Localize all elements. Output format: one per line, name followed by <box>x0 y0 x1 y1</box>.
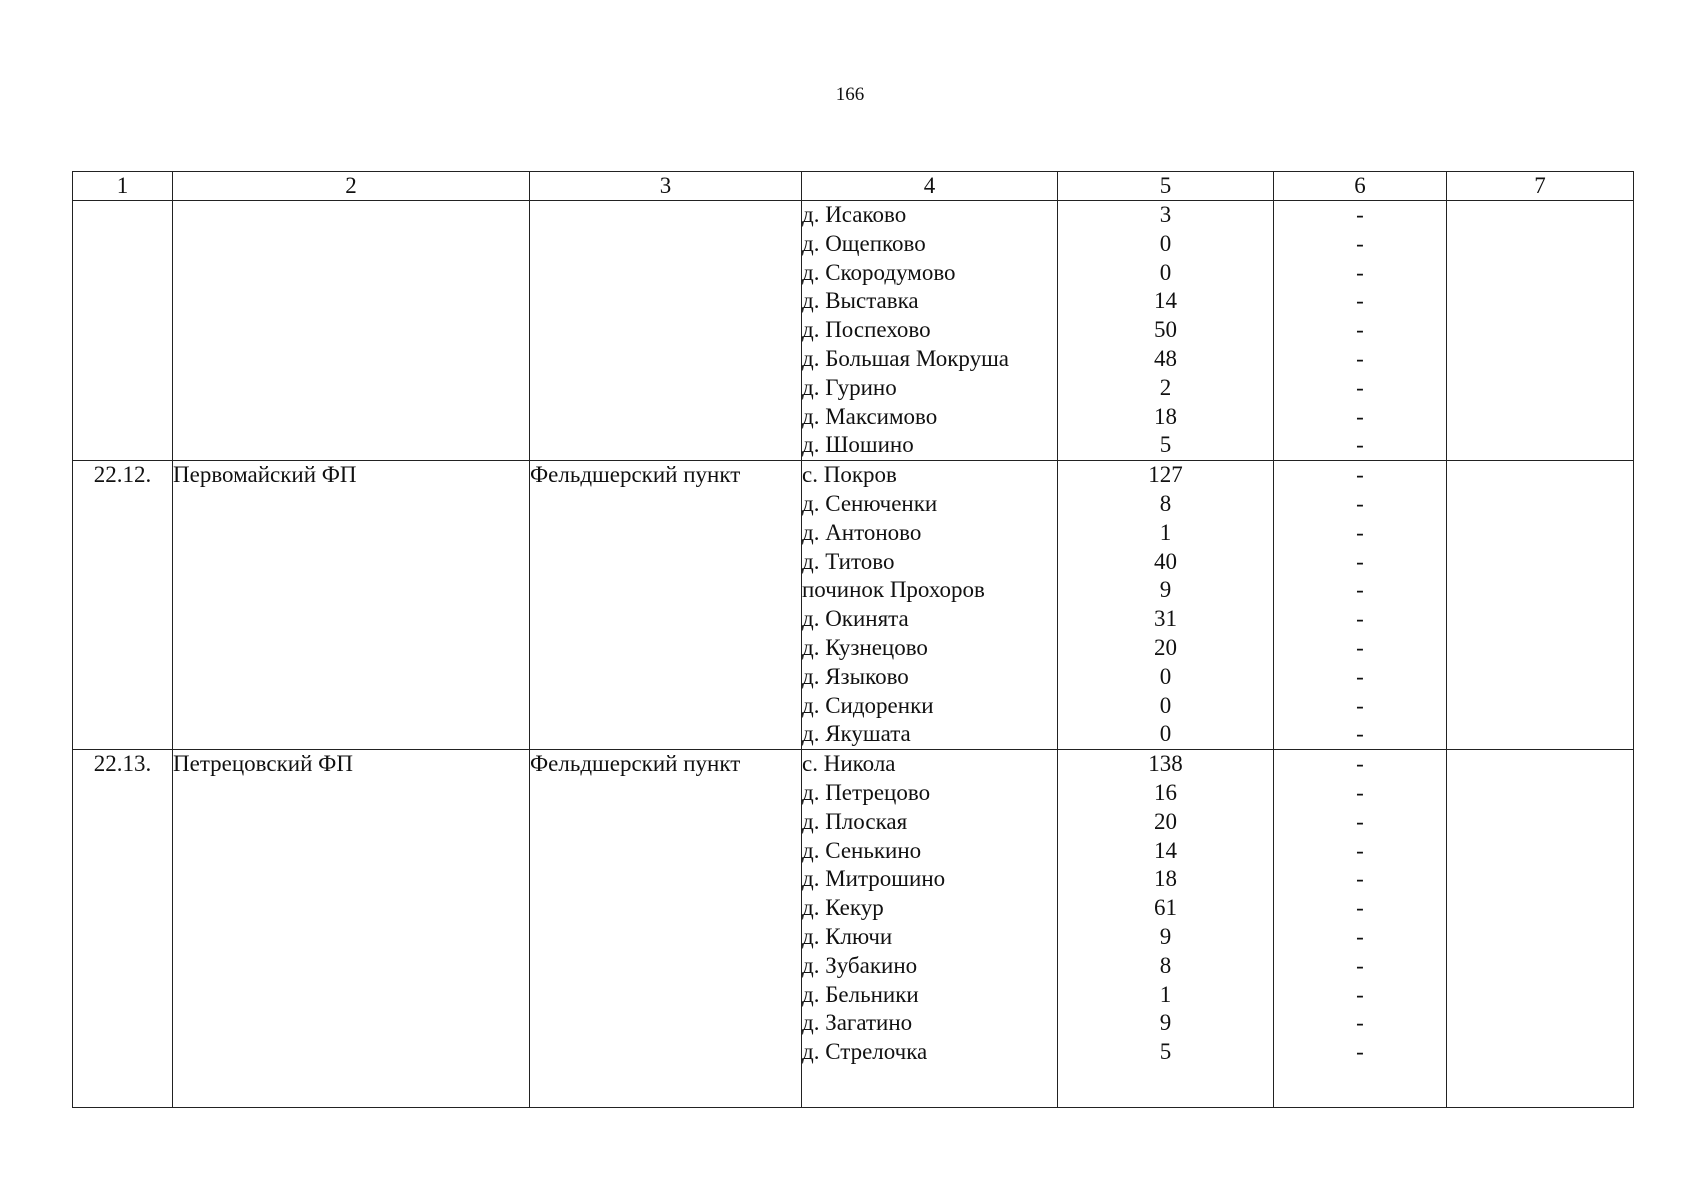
note-cell <box>1447 865 1634 894</box>
facility-name-cell <box>173 837 530 866</box>
facility-name-cell <box>173 230 530 259</box>
spacer-cell <box>173 1067 530 1108</box>
header-col-5: 5 <box>1058 172 1274 201</box>
settlement-name-cell: д. Плоская <box>802 808 1058 837</box>
facility-type-cell <box>530 720 802 749</box>
population-count-cell: 1 <box>1058 519 1274 548</box>
facility-type-cell <box>530 634 802 663</box>
note-cell <box>1447 605 1634 634</box>
facility-name-cell <box>173 808 530 837</box>
table-row <box>73 952 1634 981</box>
row-number-cell <box>73 894 173 923</box>
row-number-cell <box>73 692 173 721</box>
facility-name-cell <box>173 605 530 634</box>
facility-name-cell <box>173 345 530 374</box>
row-number-cell <box>73 316 173 345</box>
table-row <box>73 374 1634 403</box>
header-col-2: 2 <box>173 172 530 201</box>
facility-type-cell <box>530 605 802 634</box>
table-row <box>73 1009 1634 1038</box>
row-number-cell <box>73 490 173 519</box>
extra-value-cell: - <box>1274 403 1447 432</box>
table-row <box>73 230 1634 259</box>
settlement-name-cell: с. Никола <box>802 750 1058 779</box>
facility-name-cell: Петрецовский ФП <box>173 750 530 779</box>
page-number: 166 <box>835 84 865 105</box>
population-count-cell: 14 <box>1058 287 1274 316</box>
facility-type-cell <box>530 837 802 866</box>
facility-type-cell <box>530 808 802 837</box>
facility-type-cell <box>530 865 802 894</box>
note-cell <box>1447 808 1634 837</box>
header-col-1: 1 <box>73 172 173 201</box>
header-row <box>73 172 1634 201</box>
table-row <box>73 345 1634 374</box>
facility-name-cell <box>173 1009 530 1038</box>
facility-type-cell <box>530 287 802 316</box>
note-cell <box>1447 923 1634 952</box>
row-number-cell <box>73 345 173 374</box>
settlement-name-cell: д. Скородумово <box>802 259 1058 288</box>
row-number-cell <box>73 403 173 432</box>
extra-value-cell: - <box>1274 837 1447 866</box>
extra-value-cell: - <box>1274 519 1447 548</box>
row-number-cell <box>73 1009 173 1038</box>
settlement-name-cell: д. Поспехово <box>802 316 1058 345</box>
facility-type-cell <box>530 576 802 605</box>
table-row <box>73 808 1634 837</box>
population-count-cell: 31 <box>1058 605 1274 634</box>
facility-type-cell <box>530 692 802 721</box>
facility-name-cell <box>173 634 530 663</box>
settlement-name-cell: д. Гурино <box>802 374 1058 403</box>
row-number-cell <box>73 259 173 288</box>
facility-type-cell <box>530 259 802 288</box>
extra-value-cell: - <box>1274 230 1447 259</box>
settlement-name-cell: д. Зубакино <box>802 952 1058 981</box>
facility-type-cell <box>530 1038 802 1067</box>
settlement-name-cell: д. Окинята <box>802 605 1058 634</box>
extra-value-cell: - <box>1274 316 1447 345</box>
note-cell <box>1447 1009 1634 1038</box>
row-number-cell <box>73 952 173 981</box>
note-cell <box>1447 576 1634 605</box>
facility-type-cell <box>530 779 802 808</box>
extra-value-cell: - <box>1274 692 1447 721</box>
extra-value-cell: - <box>1274 1038 1447 1067</box>
settlement-name-cell: д. Сенюченки <box>802 490 1058 519</box>
table-row <box>73 634 1634 663</box>
row-number-cell <box>73 720 173 749</box>
note-cell <box>1447 316 1634 345</box>
settlement-name-cell: д. Большая Мокруша <box>802 345 1058 374</box>
header-col-4: 4 <box>802 172 1058 201</box>
population-count-cell: 5 <box>1058 431 1274 460</box>
facility-name-cell <box>173 779 530 808</box>
population-count-cell: 1 <box>1058 981 1274 1010</box>
spacer-cell <box>73 1067 173 1108</box>
note-cell <box>1447 431 1634 460</box>
table-row <box>73 490 1634 519</box>
settlement-name-cell: починок Прохоров <box>802 576 1058 605</box>
table-body <box>73 201 1634 1108</box>
row-number-cell <box>73 431 173 460</box>
settlement-name-cell: д. Титово <box>802 548 1058 577</box>
population-count-cell: 8 <box>1058 952 1274 981</box>
table-row <box>73 461 1634 490</box>
row-number-cell <box>73 605 173 634</box>
header-col-3: 3 <box>530 172 802 201</box>
extra-value-cell: - <box>1274 259 1447 288</box>
population-count-cell: 2 <box>1058 374 1274 403</box>
population-count-cell: 0 <box>1058 259 1274 288</box>
spacer-cell <box>1447 1067 1634 1108</box>
extra-value-cell: - <box>1274 779 1447 808</box>
table-row <box>73 576 1634 605</box>
note-cell <box>1447 461 1634 490</box>
extra-value-cell: - <box>1274 431 1447 460</box>
row-number-cell <box>73 865 173 894</box>
facility-name-cell <box>173 287 530 316</box>
facility-name-cell <box>173 923 530 952</box>
population-count-cell: 61 <box>1058 894 1274 923</box>
row-number-cell <box>73 808 173 837</box>
table-row <box>73 431 1634 460</box>
facility-type-cell <box>530 230 802 259</box>
spacer-cell <box>1058 1067 1274 1108</box>
facility-type-cell <box>530 894 802 923</box>
facility-type-cell <box>530 981 802 1010</box>
spacer-cell <box>802 1067 1058 1108</box>
note-cell <box>1447 345 1634 374</box>
facility-name-cell <box>173 663 530 692</box>
table-row <box>73 605 1634 634</box>
note-cell <box>1447 548 1634 577</box>
table-row <box>73 259 1634 288</box>
facility-type-cell <box>530 952 802 981</box>
extra-value-cell: - <box>1274 634 1447 663</box>
row-number-cell <box>73 981 173 1010</box>
row-number-cell <box>73 837 173 866</box>
facility-type-cell <box>530 490 802 519</box>
facility-name-cell <box>173 981 530 1010</box>
facility-name-cell <box>173 519 530 548</box>
header-col-7: 7 <box>1447 172 1634 201</box>
population-count-cell: 18 <box>1058 865 1274 894</box>
settlement-name-cell: д. Языково <box>802 663 1058 692</box>
extra-value-cell: - <box>1274 461 1447 490</box>
population-count-cell: 9 <box>1058 923 1274 952</box>
row-number-cell <box>73 923 173 952</box>
table-row <box>73 981 1634 1010</box>
settlements-table <box>72 171 1634 1108</box>
table-row <box>73 316 1634 345</box>
facility-type-cell <box>530 519 802 548</box>
facility-type-cell <box>530 431 802 460</box>
settlement-name-cell: д. Ключи <box>802 923 1058 952</box>
population-count-cell: 14 <box>1058 837 1274 866</box>
extra-value-cell: - <box>1274 952 1447 981</box>
extra-value-cell: - <box>1274 576 1447 605</box>
facility-type-cell <box>530 923 802 952</box>
settlement-name-cell: д. Антоново <box>802 519 1058 548</box>
note-cell <box>1447 663 1634 692</box>
population-count-cell: 9 <box>1058 1009 1274 1038</box>
facility-type-cell <box>530 403 802 432</box>
note-cell <box>1447 519 1634 548</box>
row-number-cell <box>73 519 173 548</box>
table-row <box>73 692 1634 721</box>
table-row <box>73 403 1634 432</box>
settlement-name-cell: д. Максимово <box>802 403 1058 432</box>
extra-value-cell: - <box>1274 750 1447 779</box>
facility-type-cell <box>530 1009 802 1038</box>
population-count-cell: 18 <box>1058 403 1274 432</box>
settlement-name-cell: д. Кекур <box>802 894 1058 923</box>
note-cell <box>1447 1038 1634 1067</box>
note-cell <box>1447 894 1634 923</box>
population-count-cell: 138 <box>1058 750 1274 779</box>
row-number-cell <box>73 548 173 577</box>
facility-name-cell <box>173 720 530 749</box>
settlement-name-cell: д. Митрошино <box>802 865 1058 894</box>
population-count-cell: 3 <box>1058 201 1274 230</box>
table-row <box>73 548 1634 577</box>
facility-name-cell <box>173 374 530 403</box>
settlement-name-cell: д. Сидоренки <box>802 692 1058 721</box>
settlement-name-cell: д. Загатино <box>802 1009 1058 1038</box>
population-count-cell: 0 <box>1058 663 1274 692</box>
facility-name-cell <box>173 894 530 923</box>
facility-name-cell <box>173 403 530 432</box>
settlement-name-cell: д. Сенькино <box>802 837 1058 866</box>
row-number-cell <box>73 576 173 605</box>
extra-value-cell: - <box>1274 981 1447 1010</box>
table-row <box>73 779 1634 808</box>
facility-name-cell: Первомайский ФП <box>173 461 530 490</box>
facility-type-cell <box>530 345 802 374</box>
facility-name-cell <box>173 201 530 230</box>
population-count-cell: 48 <box>1058 345 1274 374</box>
extra-value-cell: - <box>1274 720 1447 749</box>
note-cell <box>1447 259 1634 288</box>
settlement-name-cell: д. Ощепково <box>802 230 1058 259</box>
table-row <box>73 865 1634 894</box>
population-count-cell: 0 <box>1058 692 1274 721</box>
row-number-cell <box>73 1038 173 1067</box>
note-cell <box>1447 952 1634 981</box>
note-cell <box>1447 837 1634 866</box>
population-count-cell: 8 <box>1058 490 1274 519</box>
population-count-cell: 20 <box>1058 808 1274 837</box>
row-number-cell <box>73 779 173 808</box>
extra-value-cell: - <box>1274 345 1447 374</box>
extra-value-cell: - <box>1274 374 1447 403</box>
facility-type-cell <box>530 663 802 692</box>
extra-value-cell: - <box>1274 201 1447 230</box>
facility-name-cell <box>173 1038 530 1067</box>
facility-type-cell <box>530 548 802 577</box>
table-bottom-spacer <box>73 1067 1634 1108</box>
facility-type-cell: Фельдшерский пункт <box>530 750 802 779</box>
settlement-name-cell: д. Выставка <box>802 287 1058 316</box>
note-cell <box>1447 374 1634 403</box>
settlement-name-cell: д. Шошино <box>802 431 1058 460</box>
table-header <box>73 172 1634 201</box>
note-cell <box>1447 692 1634 721</box>
note-cell <box>1447 201 1634 230</box>
table-row <box>73 519 1634 548</box>
table-row <box>73 750 1634 779</box>
row-number-cell: 22.13. <box>73 750 173 779</box>
facility-name-cell <box>173 692 530 721</box>
facility-name-cell <box>173 952 530 981</box>
note-cell <box>1447 981 1634 1010</box>
row-number-cell <box>73 663 173 692</box>
note-cell <box>1447 287 1634 316</box>
extra-value-cell: - <box>1274 923 1447 952</box>
table-row <box>73 720 1634 749</box>
table-row <box>73 894 1634 923</box>
extra-value-cell: - <box>1274 894 1447 923</box>
settlement-name-cell: д. Кузнецово <box>802 634 1058 663</box>
settlement-name-cell: с. Покров <box>802 461 1058 490</box>
note-cell <box>1447 750 1634 779</box>
table-row <box>73 1038 1634 1067</box>
population-count-cell: 16 <box>1058 779 1274 808</box>
facility-name-cell <box>173 548 530 577</box>
settlement-name-cell: д. Петрецово <box>802 779 1058 808</box>
extra-value-cell: - <box>1274 1009 1447 1038</box>
extra-value-cell: - <box>1274 865 1447 894</box>
extra-value-cell: - <box>1274 808 1447 837</box>
facility-type-cell <box>530 316 802 345</box>
spacer-cell <box>530 1067 802 1108</box>
table-row <box>73 837 1634 866</box>
extra-value-cell: - <box>1274 490 1447 519</box>
note-cell <box>1447 230 1634 259</box>
population-count-cell: 127 <box>1058 461 1274 490</box>
settlement-name-cell: д. Стрелочка <box>802 1038 1058 1067</box>
row-number-cell <box>73 230 173 259</box>
spacer-cell <box>1274 1067 1447 1108</box>
population-count-cell: 40 <box>1058 548 1274 577</box>
population-count-cell: 9 <box>1058 576 1274 605</box>
table-row <box>73 663 1634 692</box>
extra-value-cell: - <box>1274 287 1447 316</box>
facility-type-cell <box>530 201 802 230</box>
row-number-cell <box>73 287 173 316</box>
row-number-cell <box>73 634 173 663</box>
population-count-cell: 5 <box>1058 1038 1274 1067</box>
note-cell <box>1447 779 1634 808</box>
population-count-cell: 50 <box>1058 316 1274 345</box>
population-count-cell: 20 <box>1058 634 1274 663</box>
facility-name-cell <box>173 576 530 605</box>
facility-name-cell <box>173 431 530 460</box>
note-cell <box>1447 490 1634 519</box>
facility-name-cell <box>173 316 530 345</box>
row-number-cell <box>73 201 173 230</box>
row-number-cell: 22.12. <box>73 461 173 490</box>
extra-value-cell: - <box>1274 548 1447 577</box>
extra-value-cell: - <box>1274 605 1447 634</box>
table-row <box>73 287 1634 316</box>
settlement-name-cell: д. Бельники <box>802 981 1058 1010</box>
table-row <box>73 923 1634 952</box>
facility-type-cell <box>530 374 802 403</box>
header-col-6: 6 <box>1274 172 1447 201</box>
note-cell <box>1447 634 1634 663</box>
population-count-cell: 0 <box>1058 720 1274 749</box>
settlement-name-cell: д. Исаково <box>802 201 1058 230</box>
note-cell <box>1447 720 1634 749</box>
population-count-cell: 0 <box>1058 230 1274 259</box>
row-number-cell <box>73 374 173 403</box>
settlement-name-cell: д. Якушата <box>802 720 1058 749</box>
table-row <box>73 201 1634 230</box>
facility-name-cell <box>173 865 530 894</box>
facility-type-cell: Фельдшерский пункт <box>530 461 802 490</box>
note-cell <box>1447 403 1634 432</box>
extra-value-cell: - <box>1274 663 1447 692</box>
facility-name-cell <box>173 259 530 288</box>
facility-name-cell <box>173 490 530 519</box>
